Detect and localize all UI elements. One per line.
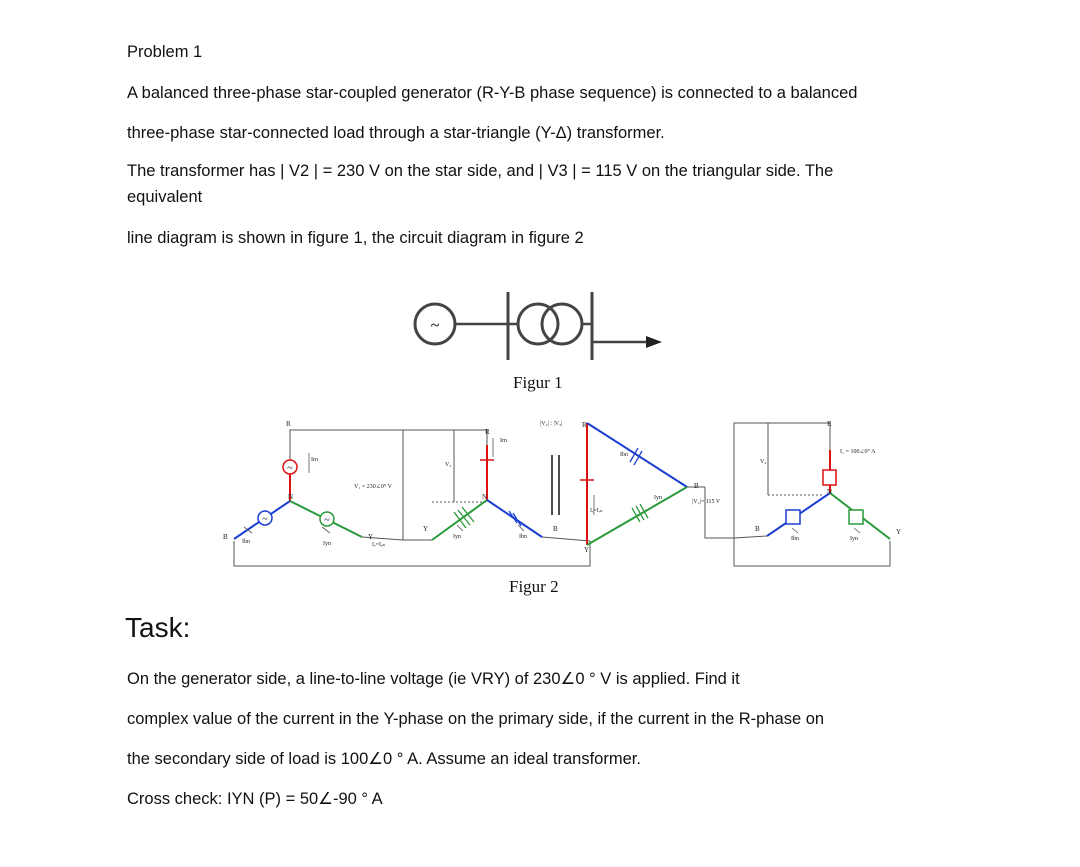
label-ibn-gen: Ibn: [242, 539, 250, 545]
load-y-impedance: [849, 510, 863, 524]
label-irn-trafo: Irn: [500, 438, 507, 444]
load-arrow: [646, 336, 662, 348]
label-ibn-delta: Ibn: [620, 452, 628, 458]
figure1-single-line-diagram: [400, 282, 680, 372]
label-r-delta: R: [582, 421, 587, 429]
frame-b-loop: [234, 541, 590, 566]
figure1-caption: Figur 1: [513, 373, 563, 392]
intro-line-3: The transformer has | V2 | = 230 V on the star side, and | V3 | = 115 V on the triangular side. The: [127, 162, 834, 180]
label-v2: V₂: [445, 462, 452, 468]
tilde-y: ~: [324, 515, 330, 526]
label-r-load: R: [827, 420, 832, 428]
label-v1: V₁ = 230∠0° V: [354, 484, 392, 490]
label-y-gen: Y: [368, 533, 374, 541]
intro-line-4: equivalent: [127, 188, 203, 206]
label-iyn-delta: Iyn: [654, 495, 662, 501]
task-line-4: Cross check: IYN (P) = 50∠-90 ° A: [127, 790, 383, 808]
tilde-b: ~: [262, 514, 268, 525]
label-r-trafo: R: [485, 428, 490, 436]
load-r-impedance: [823, 470, 836, 485]
label-ibn-trafo: Ibn: [519, 534, 527, 540]
task-heading: Task:: [125, 612, 191, 643]
label-iyn-trafo: Iyn: [453, 534, 461, 540]
label-v2v3: |V₂| : |V₃|: [540, 421, 563, 427]
label-b-delta: B: [694, 482, 699, 490]
label-n-load: N: [827, 488, 833, 496]
task-line-3: the secondary side of load is 100∠0 ° A. Assume an ideal transformer.: [127, 750, 641, 768]
generator-tilde: ~: [430, 317, 440, 334]
label-y-trafo: Y: [423, 525, 429, 533]
label-n-trafo: N: [482, 493, 488, 501]
load-b-impedance: [786, 510, 800, 524]
tilde-r: ~: [287, 463, 293, 474]
label-v3: |V₃|= 115 V: [692, 499, 721, 505]
label-ir-eq: Iᵣ=Iᵣₙ: [590, 508, 603, 514]
label-iy-eq: Iᵧ=Iᵧₙ: [372, 542, 386, 548]
intro-line-1: A balanced three-phase star-coupled generator (R-Y-B phase sequence) is connected to a balanced: [127, 84, 858, 102]
label-iyn-load: Iyn: [850, 536, 858, 542]
task-line-2: complex value of the current in the Y-phase on the primary side, if the current in the R-phase on: [127, 710, 825, 728]
frame-right-bottom: [734, 538, 890, 566]
label-y-load: Y: [896, 528, 902, 536]
label-v4: V₄: [760, 459, 767, 465]
label-b-gen: B: [223, 533, 228, 541]
label-b-trafo: B: [553, 525, 558, 533]
label-i1: I₁ = 100∠0° A: [840, 449, 876, 455]
label-n-gen: N: [288, 493, 294, 501]
label-r-gen: R: [286, 420, 291, 428]
problem-title: Problem 1: [127, 43, 203, 61]
intro-line-5: line diagram is shown in figure 1, the circuit diagram in figure 2: [127, 229, 584, 247]
label-b-load: B: [755, 525, 760, 533]
label-ibn-load: Ibn: [791, 536, 799, 542]
task-line-1: On the generator side, a line-to-line voltage (ie VRY) of 230∠0 ° V is applied. Find it: [127, 670, 740, 688]
figure2-circuit-diagram: [222, 415, 912, 575]
winding-mark-y: [454, 507, 474, 528]
transformer-winding-2: [542, 304, 582, 344]
label-y-delta: Y: [584, 546, 590, 554]
label-iyn-gen: Iyn: [323, 541, 331, 547]
label-irn-gen: Irn: [311, 457, 318, 463]
delta-b-side: [587, 423, 687, 487]
figure2-caption: Figur 2: [509, 577, 559, 596]
transformer-winding-1: [518, 304, 558, 344]
frame-r-wire: [290, 430, 487, 463]
intro-line-2: three-phase star-connected load through a star-triangle (Y-Δ) transformer.: [127, 124, 665, 142]
